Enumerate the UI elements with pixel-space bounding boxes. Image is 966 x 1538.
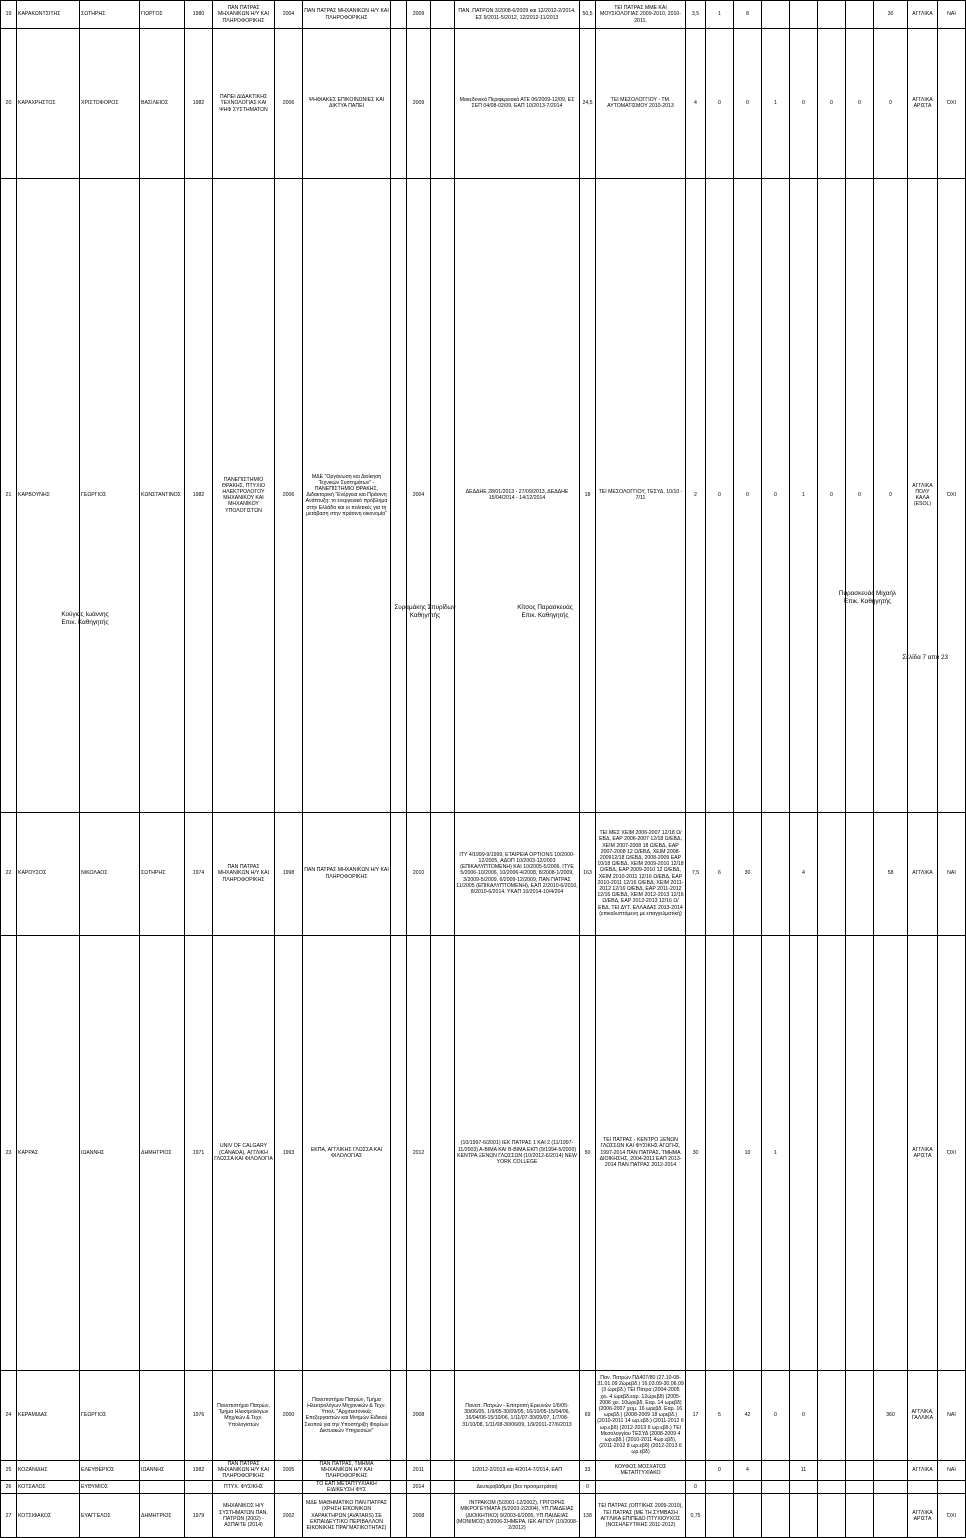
cell-lang: ΑΓΓΛΙΚΑ — [908, 812, 938, 935]
cell-teaching: ΚΟΥΦΟΣ ΜΟΣΧΑΤΟΣ ΜΕΤΑΠΤΥΧΙΑΚΟ — [596, 1460, 686, 1480]
cell-birth: 1971 — [185, 935, 213, 1370]
cell-lang: ΑΓΓΛΙΚΑ — [908, 1, 938, 29]
cell-phd-year — [431, 812, 455, 935]
signature-4 — [810, 590, 925, 606]
cell-pubs4 — [790, 1, 818, 29]
cell-postgrad-year: 2014 — [407, 1480, 431, 1493]
cell-surname: ΚΟΤΣΑΛΟΣ — [17, 1480, 80, 1493]
cell-postgrad: Πανεπιστήμιο Πατρών, Τμήμα Ηλεκτρολόγων Μηχανικών & Τεχν. Υπολ. "Αρχιτεκτονικές Επεξεργαστών και Μνημών Ειδικού Σκοπού για την Υποστήριξη Φορέων Δικτυακών Υπηρεσιών" — [303, 1370, 391, 1460]
cell-father: ΚΩΝΣΤΑΝΤΙΝΟΣ — [140, 178, 185, 812]
cell-no: 22 — [1, 812, 17, 935]
cell-experience: ΙΤΥ 4/1999-9/1999, ΕΤΑΙΡΕΙΑ OPTIONS 10/2000-12/2005, ΑΔΟΠ 10/2003-12/2003 (ΕΠΙΚΑΛΥΠΤΟΜΕΝΗ) ΚΑΙ 10/2005-5/2006, ΙΤΥΕ 5/2006-10/2006, 10/2006-4/2008, 8/2008-1/2009, 3/2009-5/2009, 6/2009-12/2009, ΠΑΝ ΠΑΤΡΑΣ 11/2005 (ΕΠΙΚΑΛΥΠΤΟΜΕΝΗ), ΕΑΠ 2/2010-6/2010, 8/2010-6/2014, ΥΚΑΠ 10/2014-10/4/204 — [455, 812, 580, 935]
cell-pubs4: 1 — [790, 178, 818, 812]
cell-pubs6 — [846, 812, 874, 935]
cell-military — [938, 1480, 966, 1493]
cell-citations: 360 — [874, 1370, 908, 1460]
cell-pubs2: 0 — [734, 178, 762, 812]
cell-teach-sem: 30 — [686, 935, 706, 1370]
cell-phd — [391, 1370, 407, 1460]
cell-teaching — [596, 1480, 686, 1493]
cell-name: ΣΩΤΗΡΗΣ — [80, 1, 140, 29]
cell-experience: Δευτεροβάθμια (δεν προσμετράται) — [455, 1480, 580, 1493]
cell-degree: ΠΑΝ ΠΑΤΡΑΣ ΜΗΧΑΝΙΚΩΝ Η/Υ ΚΑΙ ΠΛΗΡΟΦΟΡΙΚΗΣ — [213, 812, 275, 935]
cell-phd — [391, 1480, 407, 1493]
cell-father: ΣΩΤΗΡΗΣ — [140, 812, 185, 935]
signature-title: Επικ. Καθηγητής — [61, 619, 109, 626]
cell-father: ΒΑΣΙΛΕΙΟΣ — [140, 29, 185, 179]
cell-degree-year: 1993 — [275, 935, 303, 1370]
cell-experience: 1/2012-2/2013 και 4/2014-7/2014, ΕΑΠ — [455, 1460, 580, 1480]
cell-postgrad: ΜΔΕ ΜΑΘΗΜΑΤΙΚΟ ΠΑΝ ΠΑΤΡΑΣ (ΧΡΗΣΗ ΕΙΚΟΝΙΚΩΝ ΧΑΡΑΚΤΗΡΩΝ (AVATARS) ΣΕ ΕΚΠΑΙΔΕΥΤΙΚΟ ΠΕΡΙΒΑΛΛΟΝ ΕΙΚΟΝΙΚΗΣ ΠΡΑΓΜΑΤΙΚΟΤΗΤΑΣ) — [303, 1494, 391, 1538]
cell-pubs5 — [818, 1480, 846, 1493]
cell-teach-sem — [686, 1460, 706, 1480]
cell-phd — [391, 29, 407, 179]
signature-name: Παρασκευάς Μιχαήλ — [838, 590, 897, 597]
cell-degree: ΜΗΧΑΝΙΚΟΣ Η/Υ ΣΥΣΤΗΜΑΤΩΝ ΠΑΝ. ΠΑΤΡΩΝ (2002) - ΑΣΠΑΙΤΕ (2014) — [213, 1494, 275, 1538]
cell-teach-sem: 3,5 — [686, 1, 706, 29]
cell-degree-year — [275, 1480, 303, 1493]
cell-degree-year: 2002 — [275, 1494, 303, 1538]
cell-exp-months: 163 — [580, 812, 596, 935]
cell-lang: ΑΓΓΛΙΚΑ, ΓΑΛΛΙΚΑ — [908, 1370, 938, 1460]
cell-citations — [874, 1494, 908, 1538]
cell-pubs5: 0 — [818, 29, 846, 179]
cell-citations — [874, 935, 908, 1370]
cell-birth: 1982 — [185, 1460, 213, 1480]
cell-citations: 30 — [874, 1, 908, 29]
cell-teach-sem: 7,5 — [686, 812, 706, 935]
cell-citations: 58 — [874, 812, 908, 935]
cell-pubs1 — [706, 1480, 734, 1493]
cell-teaching: Παν. Πατρών ΠΔ407/80 (27.10-08-31.01.09 2ώρεβδ.) 16.03.09-30.06.09 (3 ώρεβδ.) ΤΕΙ Πάτρα (2004-2005 χει. 4 ώρεβδ.εαρ. 12ώρεβδ) (2005-2006 χει. 10ώρεβδ, Εαρ. 14 ωρεβδ) (2006-2007 χειμ. 16 ωρεβδ. Εαρ. 16 ωρεβδ.) (2008-2009 18 ωρεβδ.) (2010-2011 14 ωρ.εβδ.) (2011-2012 6 ωρ.εβδ) (2012-2013 6 ωρ.εβδ.) ΤΕΙ Μεσολογγίου ΤΕΣΥΔ (2008-2009 4 ωρ.εβδ.) (2010-2011 4ωρ.εβδ), (2011-2012 8 ωρ.εβδ) (2012-2013 6 ωρ.εβδ) — [596, 1370, 686, 1460]
cell-pubs3 — [762, 1460, 790, 1480]
cell-name: ΧΡΙΣΤΟΦΟΡΟΣ — [80, 29, 140, 179]
cell-lang: ΑΓΓΛΙΚΑ ΑΡΙΣΤΑ — [908, 29, 938, 179]
cell-name: ΕΥΘΥΜΙΟΣ — [80, 1480, 140, 1493]
cell-exp-months: 24,5 — [580, 29, 596, 179]
cell-pubs5 — [818, 812, 846, 935]
cell-phd — [391, 1460, 407, 1480]
cell-citations: 0 — [874, 29, 908, 179]
cell-teaching: ΤΕΙ ΠΑΤΡΑΣ (ΟΠΤΙΚΗΣ 2009-2010), ΤΕΙ ΠΑΤΡΑΣ (ΜΕ ΤΗ ΣΥΜΒΑΣΗ ΑΓΓΛΙΚΑ ΕΠΙΠΕΔΟ ΠΤΥΧΙΟΥΧΟΣ (ΝΟΣΗΛΕΥΤΙΚΗΣ 2011-2012) — [596, 1494, 686, 1538]
cell-pubs4 — [790, 1494, 818, 1538]
cell-surname: ΚΟΤΣΙΦΑΚΟΣ — [17, 1494, 80, 1538]
cell-teaching: ΤΕΙ ΜΕΣΟΛΟΓΓΙΟΥ - ΤΜ. ΑΥΤΟΜΑΤΙΣΜΟΥ 2010-2013 — [596, 29, 686, 179]
cell-surname: ΚΟΖΑΝΙΔΗΣ — [17, 1460, 80, 1480]
cell-exp-months: 69 — [580, 1370, 596, 1460]
cell-degree-year: 2005 — [275, 1460, 303, 1480]
signature-name: Συραμάκης Σπυρίδων — [394, 604, 456, 611]
cell-phd — [391, 935, 407, 1370]
cell-lang: ΑΓΓΛΙΚΑ — [908, 1460, 938, 1480]
signature-title: Επικ. Καθηγητής — [843, 598, 892, 605]
cell-exp-months: 33 — [580, 1460, 596, 1480]
cell-birth: 1982 — [185, 29, 213, 179]
cell-birth: 1979 — [185, 1494, 213, 1538]
cell-surname: ΚΑΡΑΧΡΗΣΤΟΣ — [17, 29, 80, 179]
cell-exp-months: 138 — [580, 1494, 596, 1538]
cell-degree-year: 1998 — [275, 812, 303, 935]
table-row — [1, 29, 966, 179]
cell-postgrad: ΠΑΝ ΠΑΤΡΑΣ, ΤΜΗΜΑ ΜΗΧΑΝΙΚΩΝ Η/Υ ΚΑΙ ΠΛΗΡΟΦΟΡΙΚΗΣ — [303, 1460, 391, 1480]
table-row — [1, 1494, 966, 1538]
cell-phd-year — [431, 1494, 455, 1538]
cell-pubs2: 42 — [734, 1370, 762, 1460]
cell-degree: ΠΑΝ ΠΑΤΡΑΣ ΜΗΧΑΝΙΚΩΝ Η/Υ ΚΑΙ ΠΛΗΡΟΦΟΡΙΚΗΣ — [213, 1460, 275, 1480]
cell-lang: ΑΓΓΛΙΚΑ ΠΟΛΥ ΚΑΛΑ (ESOL) — [908, 178, 938, 812]
cell-father — [140, 1480, 185, 1493]
cell-postgrad-year: 2011 — [407, 1460, 431, 1480]
cell-pubs5 — [818, 1494, 846, 1538]
cell-degree: ΠΑΠΕΙ ΔΙΔΑΚΤΙΚΗΣ ΤΕΧΝΟΛΟΓΙΑΣ ΚΑΙ ΨΗΦ ΣΥΣΤΗΜΑΤΩΝ — [213, 29, 275, 179]
cell-military: ΌΧΙ — [938, 178, 966, 812]
cell-name: ΓΕΩΡΓΙΟΣ — [80, 1370, 140, 1460]
cell-surname: ΚΑΡΡΑΣ — [17, 935, 80, 1370]
cell-pubs2: 30 — [734, 812, 762, 935]
cell-pubs5 — [818, 1, 846, 29]
cell-lang: ΑΓΓΛΙΚΑ ΑΡΙΣΤΑ — [908, 935, 938, 1370]
cell-experience: Πανεπ. Πατρών - Επιτροπή Ερευνών 1/6/05-30/06/05, 1/9/05-30/09/05, 16/10/05-15/04/06, 16/04/06-15/10/06, 1/11/07-30/09/07, 1/7/08-31/10/08, 1/11/08-30/06/09, 1/9/2011-27/6/2013 — [455, 1370, 580, 1460]
cell-pubs2 — [734, 1480, 762, 1493]
cell-degree-year: 2006 — [275, 178, 303, 812]
cell-pubs6 — [846, 1, 874, 29]
cell-postgrad: ΨΗΦΙΑΚΕΣ ΕΠΙΚΟΙΝΩΝΙΕΣ ΚΑΙ ΔΙΚΤΥΑ ΠΑΠΕΙ — [303, 29, 391, 179]
cell-teaching: ΤΕΙ ΜΕΣΟΛΟΓΓΙΟΥ, ΤΕΣΥΔ, 10/10 - 7/11 — [596, 178, 686, 812]
cell-birth: 1980 — [185, 1, 213, 29]
cell-teach-sem: 4 — [686, 29, 706, 179]
cell-degree-year: 2006 — [275, 29, 303, 179]
cell-pubs6 — [846, 1460, 874, 1480]
table-row — [1, 935, 966, 1370]
cell-birth: 1974 — [185, 812, 213, 935]
table-row — [1, 178, 966, 812]
cell-military: ΝΑΙ — [938, 1370, 966, 1460]
cell-pubs1: 1 — [706, 1, 734, 29]
signature-title: Καθηγητής — [409, 612, 441, 619]
cell-phd-year — [431, 1480, 455, 1493]
cell-teaching: ΤΕΙ ΠΑΤΡΑΣ - ΚΕΝΤΡΟ ΞΕΝΩΝ ΓΛΩΣΣΩΝ ΚΑΙ ΦΥΣΙΚΗΣ ΑΓΩΓΗΣ, 1997-2014 ΠΑΝ ΠΑΤΡΑΣ, ΤΜΗΜΑ ΔΙΟΙΚΗΣΗΣ, 2004-2011 ΕΑΠ 2013-2014 ΠΑΝ ΠΑΤΡΑΣ 2012-2014 — [596, 935, 686, 1370]
cell-citations: 0 — [874, 178, 908, 812]
cell-postgrad: ΕΚΠΑ, ΑΓΓΛΙΚΗΣ ΓΛΩΣΣΑ ΚΑΙ ΦΙΛΟΛΟΓΙΑΣ — [303, 935, 391, 1370]
cell-phd — [391, 1, 407, 29]
table-row — [1, 1370, 966, 1460]
cell-no: 23 — [1, 935, 17, 1370]
cell-pubs5 — [818, 1460, 846, 1480]
cell-teach-sem: 0 — [686, 1480, 706, 1493]
cell-pubs3 — [762, 812, 790, 935]
cell-teach-sem: 0,75 — [686, 1494, 706, 1538]
signature-3 — [495, 604, 595, 620]
cell-teaching: ΤΕΙ ΜΕΣ ΧΕΙΜ 2006-2007 12/18 Ω/ΕΒΔ, ΕΑΡ 2006-2007 12/18 Ω/ΕΒΔ, ΧΕΙΜ 2007-2008 18 Ω/ΕΒΔ, ΕΑΡ 2007-2008 12 Ω/ΕΒΔ, ΧΕΙΜ 2008-200912/18 Ω/ΕΒΔ, 2008-2009 ΕΑΡ 10/18 Ω/ΕΒΔ, ΧΕΙΜ 2009-2010 12/18 Ω/ΕΒΔ, ΕΑΡ 2009-2010 12 Ω/ΕΒΔ, ΧΕΙΜ 2010-2011 12/16 Ω/ΕΒΔ, ΕΑΡ 2010-2011 12/16 Ω/ΕΒΔ, ΧΕΙΜ 2011-2012 12/16 Ω/ΕΒΔ, ΕΑΡ 2011-2012 12/16 Ω/ΕΒΔ, ΧΕΙΜ 2012-2013 12/16 Ω/ΕΒΔ, ΕΑΡ 2012-2013 12/16 Ω/ΕΒΔ, ΤΕΙ ΔΥΤ. ΕΛΛΑΔΑΣ 2013-2014 (επικαλυπτόμενη με επαγγελματική) — [596, 812, 686, 935]
cell-degree: ΠΑΝΕΠΙΣΤΗΜΙΟ ΘΡΑΚΗΣ, ΠΤΥΧΙΟ ΗΛΕΚΤΡΟΛΟΓΟΥ ΜΗΧΑΝΙΚΟΥ ΚΑΙ ΜΗΧΑΝΙΚΟΥ ΥΠΟΛΟΓΙΣΤΩΝ — [213, 178, 275, 812]
cell-teach-sem: 2 — [686, 178, 706, 812]
cell-phd-year — [431, 1, 455, 29]
cell-father — [140, 1370, 185, 1460]
cell-postgrad: ΜΔΕ "Οργάνωση και Διοίκηση Τεχνικών Συστημάτων" - ΠΑΝΕΠΙΣΤΗΜΙΟ ΘΡΑΚΗΣ, Διδακτορική "Ενέργεια και Πράσινη Ανάπτυξη: το ενεργειακό πρόβλημα στην Ελλάδα και οι πολιτικές για τη μετάβαση στην πράσινη οικονομία" — [303, 178, 391, 812]
cell-surname: ΚΑΡΟΥΣΟΣ — [17, 812, 80, 935]
cell-pubs5 — [818, 935, 846, 1370]
cell-pubs3: 0 — [762, 178, 790, 812]
cell-lang: ΑΓΓΛΙΚΑ ΑΡΙΣΤΑ — [908, 1494, 938, 1538]
cell-pubs1 — [706, 935, 734, 1370]
cell-military: ΌΧΙ — [938, 1494, 966, 1538]
cell-phd — [391, 178, 407, 812]
cell-pubs1: 0 — [706, 1460, 734, 1480]
cell-pubs2: 10 — [734, 935, 762, 1370]
cell-phd-year — [431, 29, 455, 179]
cell-pubs5 — [818, 1370, 846, 1460]
cell-postgrad: ΤΟ ΕΑΠ ΜΕΤΑΠΤΥΧΙΑΚΗ ΕΙΔΙΚΕΥΣΗ ΦΥΣ — [303, 1480, 391, 1493]
cell-name: ΙΩΑΝΝΗΣ — [80, 935, 140, 1370]
cell-phd-year — [431, 1460, 455, 1480]
cell-no: 21 — [1, 178, 17, 812]
cell-pubs4: 0 — [790, 1370, 818, 1460]
cell-postgrad-year: 2009 — [407, 29, 431, 179]
signature-1 — [40, 611, 130, 627]
cell-exp-months: 0 — [580, 1480, 596, 1493]
cell-pubs3: 1 — [762, 29, 790, 179]
cell-phd — [391, 1494, 407, 1538]
signature-name: Κούγιας Ιωάννης — [61, 611, 109, 618]
cell-teach-sem: 17 — [686, 1370, 706, 1460]
cell-surname: ΚΕΡΑΜΙΔΑΣ — [17, 1370, 80, 1460]
cell-pubs3 — [762, 1494, 790, 1538]
cell-postgrad-year: 2012 — [407, 935, 431, 1370]
cell-pubs6 — [846, 1494, 874, 1538]
cell-pubs6 — [846, 1480, 874, 1493]
cell-name: ΓΕΩΡΓΙΟΣ — [80, 178, 140, 812]
cell-pubs4: 4 — [790, 812, 818, 935]
cell-pubs5: 0 — [818, 178, 846, 812]
cell-pubs6 — [846, 935, 874, 1370]
cell-name: ΕΛΕΥΘΕΡΙΟΣ — [80, 1460, 140, 1480]
cell-pubs6: 0 — [846, 178, 874, 812]
cell-degree: ΠΤΥΧ. ΦΥΣΙΚΗΣ — [213, 1480, 275, 1493]
cell-experience: ΠΑΝ. ΠΑΤΡΩΝ 3/2008-6/2009 και 12/2012-2/2014, ΕΣ 9/2011-5/2012, 12/2012-11/2013 — [455, 1, 580, 29]
cell-pubs1: 5 — [706, 1370, 734, 1460]
table-row — [1, 1460, 966, 1480]
cell-pubs4: 11 — [790, 1460, 818, 1480]
signature-2 — [370, 604, 480, 620]
cell-birth: 1982 — [185, 178, 213, 812]
cell-birth — [185, 1480, 213, 1493]
cell-postgrad: ΠΑΝ ΠΑΤΡΑΣ ΜΗΧΑΝΙΚΩΝ Η/Υ ΚΑΙ ΠΛΗΡΟΦΟΡΙΚΗΣ — [303, 1, 391, 29]
cell-military: ΝΑΙ — [938, 812, 966, 935]
cell-postgrad-year: 2009 — [407, 1, 431, 29]
cell-surname: ΚΑΡΑΚΩΝΤΣΙΤΗΣ — [17, 1, 80, 29]
cell-postgrad-year: 2008 — [407, 1370, 431, 1460]
cell-pubs1: 0 — [706, 29, 734, 179]
cell-pubs2: 8 — [734, 1, 762, 29]
cell-phd — [391, 812, 407, 935]
cell-no: 19 — [1, 1, 17, 29]
cell-pubs3 — [762, 1, 790, 29]
cell-pubs1: 6 — [706, 812, 734, 935]
table-row — [1, 1, 966, 29]
cell-father: ΔΗΜΗΤΡΙΟΣ — [140, 935, 185, 1370]
cell-postgrad-year: 2004 — [407, 178, 431, 812]
cell-surname: ΚΑΡΒΟΥΝΗΣ — [17, 178, 80, 812]
cell-pubs1 — [706, 1494, 734, 1538]
cell-degree-year: 2000 — [275, 1370, 303, 1460]
cell-degree: UNIV OF CALGARY (CANADA), ΑΓΓΛΙΚΗ ΓΛΩΣΣΑ ΚΑΙ ΦΙΛΟΛΟΓΙΑ — [213, 935, 275, 1370]
cell-experience: ΙΝΤΡΑΚΟΜ (5/2001-12/2002), ΓΡΙΓΟΡΗΣ ΜΙΚΡΟΓΕΥΜΑΤΑ (5/2003-2/2004), ΥΠ.ΠΑΙΔΕΙΑΣ (ΔΙΟΙΚΗΤΙΚΟ) 9/2003-6/2005, ΥΠ.ΠΑΙΔΕΙΑΣ (ΜΟΝΙΜΟΣ) 8/2006-ΣΗΜΕΡΑ, ΙΕΚ ΑΙΓΙΟΥ (10/2008-2/2012) — [455, 1494, 580, 1538]
cell-experience: Μακεδονικά Περιφερειακά ΑΤΕ 06/2009-12/09, ΕΣ ΣΕΠ 04/08-02/09, ΕΑΠ 10/2013-7/2014 — [455, 29, 580, 179]
cell-citations — [874, 1480, 908, 1493]
cell-pubs3 — [762, 1480, 790, 1493]
cell-pubs3: 1 — [762, 935, 790, 1370]
cell-pubs6 — [846, 1370, 874, 1460]
cell-father: ΔΗΜΗΤΡΙΟΣ — [140, 1494, 185, 1538]
cell-military: ΌΧΙ — [938, 29, 966, 179]
signature-name: Κίτσος Παρασκευάς — [517, 604, 573, 611]
cell-birth: 1976 — [185, 1370, 213, 1460]
cell-pubs6: 0 — [846, 29, 874, 179]
cell-degree: ΠΑΝ ΠΑΤΡΑΣ ΜΗΧΑΝΙΚΩΝ Η/Υ ΚΑΙ ΠΛΗΡΟΦΟΡΙΚΗΣ — [213, 1, 275, 29]
cell-military: ΌΧΙ — [938, 935, 966, 1370]
cell-lang — [908, 1480, 938, 1493]
cell-degree: Πανεπιστήμιο Πατρών, Τμήμα Ηλεκτρολόγων Μηχ/κών & Τεχν. Υπολογιστών — [213, 1370, 275, 1460]
cell-name: ΕΥΑΓΓΕΛΟΣ — [80, 1494, 140, 1538]
cell-phd-year — [431, 1370, 455, 1460]
cell-military: ΝΑΙ — [938, 1, 966, 29]
cell-experience: (10/1997-6/2001) ΙΕΚ ΠΑΤΡΑΣ 1 ΚΑΙ 2 (11/1997-11/2003) Α-ΒΙΜΑ ΚΑΙ Β-ΒΙΜΑ ΕΚΠ (9/1994-5/2000) ΚΕΝΤΡΑ ΞΕΝΩΝ ΓΛΩΣΣΩΝ (10/2012-6/2014) NEW YORK COLLEGE — [455, 935, 580, 1370]
cell-no: 26 — [1, 1480, 17, 1493]
cell-pubs1: 0 — [706, 178, 734, 812]
cell-father: ΙΩΑΝΝΗΣ — [140, 1460, 185, 1480]
cell-father: ΓΙΩΡΓΟΣ — [140, 1, 185, 29]
cell-military: ΝΑΙ — [938, 1460, 966, 1480]
cell-no: 24 — [1, 1370, 17, 1460]
cell-pubs2: 4 — [734, 1460, 762, 1480]
cell-pubs4 — [790, 935, 818, 1370]
cell-name: ΝΙΚΟΛΑΟΣ — [80, 812, 140, 935]
signature-title: Επικ. Καθηγητής — [521, 612, 569, 619]
cell-no: 27 — [1, 1494, 17, 1538]
cell-experience: ΔΕΔΔΗΕ 28/01/2013 - 27/09/2013, ΔΕΔΔΗΕ 15/04/2014 - 14/12/2014 — [455, 178, 580, 812]
cell-citations — [874, 1460, 908, 1480]
cell-phd-year — [431, 935, 455, 1370]
cell-phd-year — [431, 178, 455, 812]
cell-postgrad-year: 2008 — [407, 1494, 431, 1538]
cell-pubs3: 0 — [762, 1370, 790, 1460]
cell-exp-months: 18 — [580, 178, 596, 812]
cell-pubs4: 0 — [790, 29, 818, 179]
page-number: Σελίδα 7 από 23 — [902, 654, 948, 661]
cell-no: 25 — [1, 1460, 17, 1480]
cell-exp-months: 50 — [580, 935, 596, 1370]
cell-pubs4 — [790, 1480, 818, 1493]
cell-postgrad: ΠΑΝ ΠΑΤΡΑΣ ΜΗΧΑΝΙΚΩΝ Η/Υ ΚΑΙ ΠΛΗΡΟΦΟΡΙΚΗΣ — [303, 812, 391, 935]
table-row — [1, 1480, 966, 1493]
table-row — [1, 812, 966, 935]
cell-teaching: ΤΕΙ ΠΑΤΡΑΣ ΜΜΕ ΚΑΙ ΜΟΥΣΙΟΛΟΓΙΑΣ 2009-2010, 2010-2011, — [596, 1, 686, 29]
cell-pubs2: 0 — [734, 29, 762, 179]
cell-exp-months: 50,5 — [580, 1, 596, 29]
cell-no: 20 — [1, 29, 17, 179]
cell-degree-year: 2004 — [275, 1, 303, 29]
cell-postgrad-year: 2010 — [407, 812, 431, 935]
cell-pubs2 — [734, 1494, 762, 1538]
